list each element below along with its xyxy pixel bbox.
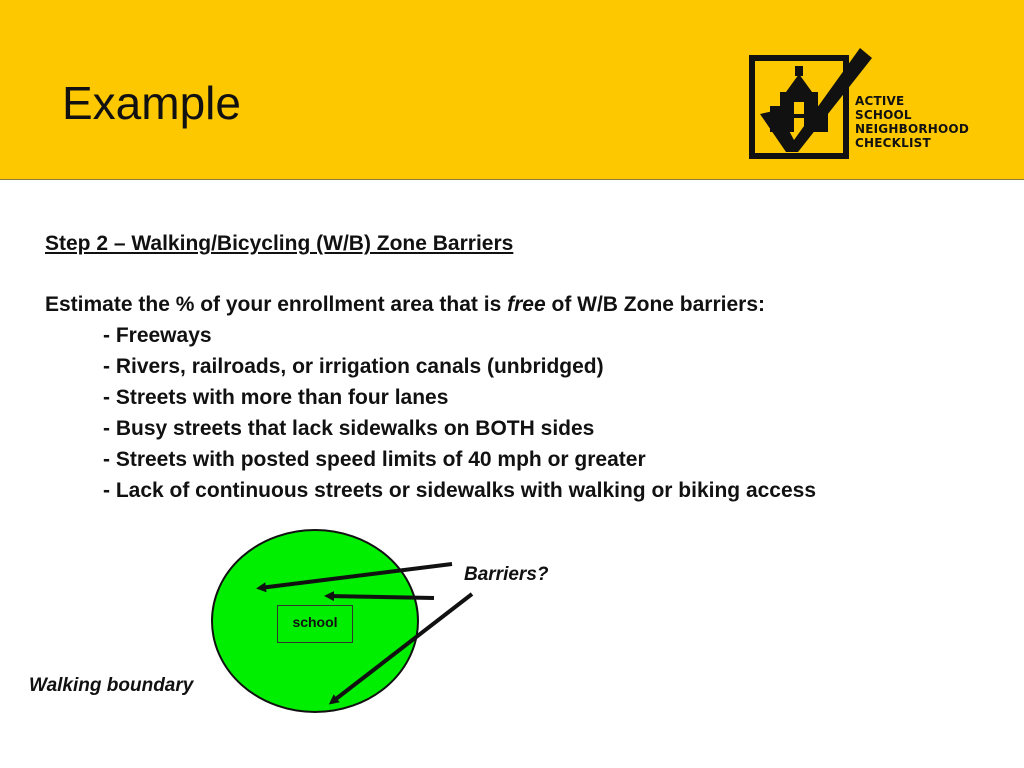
barrier-item: - Lack of continuous streets or sidewalks with walking or biking access (103, 479, 817, 502)
school-label-box: school (277, 605, 353, 643)
walking-boundary-label: Walking boundary (29, 675, 194, 696)
slide-body (45, 228, 1005, 506)
intro-text: Estimate the % of your enrollment area that is (45, 293, 508, 316)
logo-wordmark (855, 94, 969, 150)
barrier-item: - Busy streets that lack sidewalks on BOTH sides (103, 417, 595, 440)
walking-zone-diagram (0, 520, 1024, 768)
barrier-item: - Freeways (103, 324, 212, 347)
barriers-label: Barriers? (464, 564, 549, 585)
barrier-item: - Rivers, railroads, or irrigation canals (unbridged) (103, 355, 604, 378)
logo-line: NEIGHBORHOOD (855, 122, 969, 136)
intro-emphasis: free (507, 293, 546, 316)
slide-title: Example (62, 77, 241, 129)
barrier-item: - Streets with posted speed limits of 40 mph or greater (103, 448, 646, 471)
logo-line: ACTIVE (855, 94, 905, 108)
barrier-list (45, 320, 1005, 506)
logo-line: SCHOOL (855, 108, 912, 122)
intro-text-end: of W/B Zone barriers: (545, 293, 766, 316)
intro-sentence (45, 289, 1005, 320)
logo-line: CHECKLIST (855, 136, 931, 150)
step-heading: Step 2 – Walking/Bicycling (W/B) Zone Barriers (45, 232, 514, 255)
barrier-item: - Streets with more than four lanes (103, 386, 449, 409)
barrier-arrow (328, 596, 434, 598)
